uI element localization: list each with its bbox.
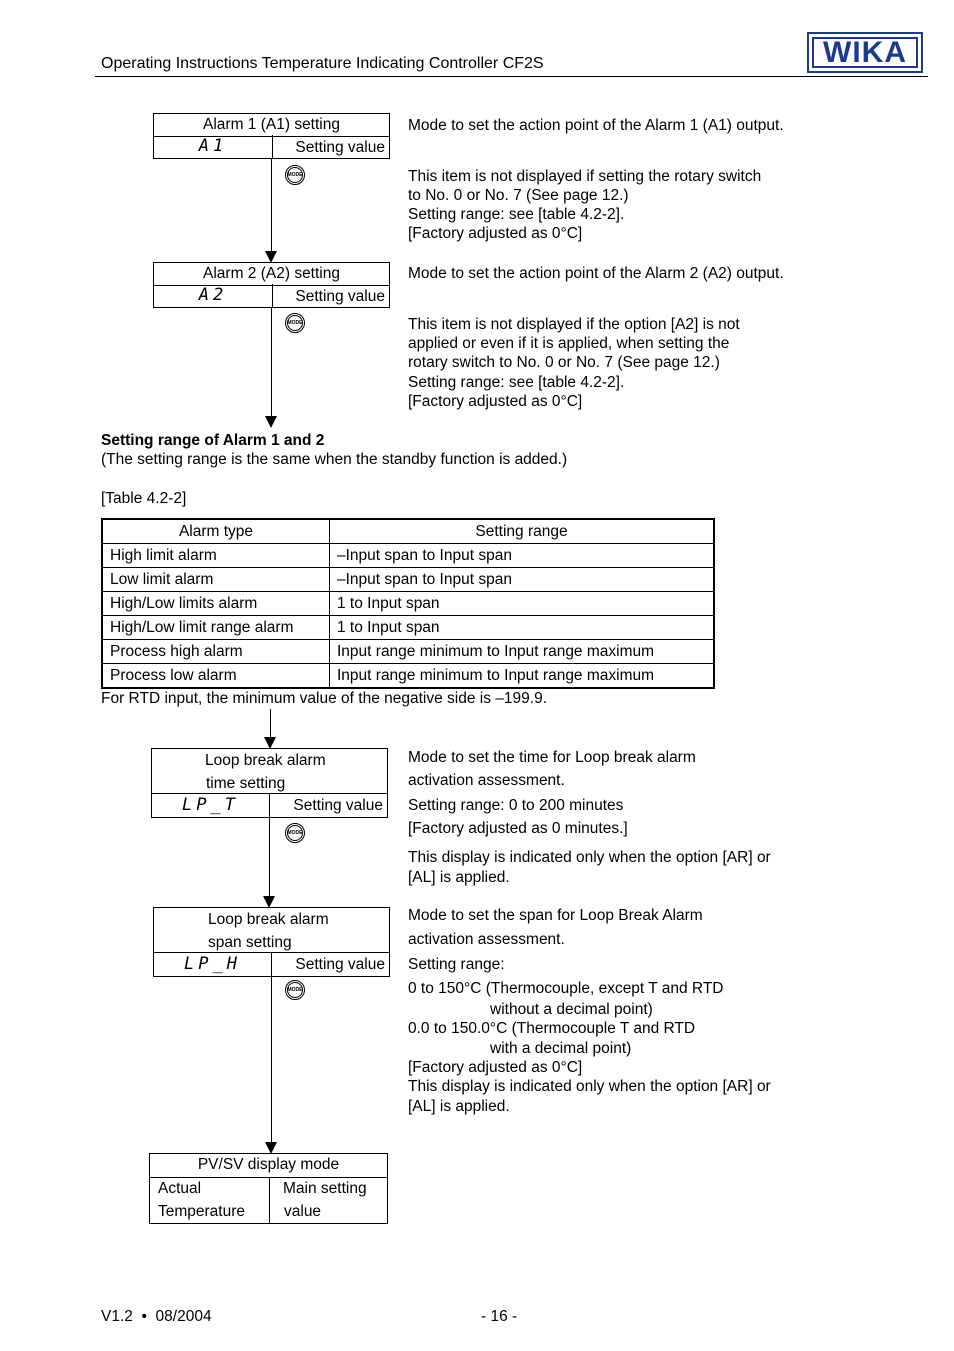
a1-description-line: Mode to set the action point of the Alarm 1 (A1) output.	[408, 117, 784, 134]
flow-line	[271, 308, 272, 418]
lph-description-line: [AL] is applied.	[408, 1098, 510, 1115]
loop-break-time-title-line1: Loop break alarm	[205, 752, 326, 769]
lpt-description-line: activation assessment.	[408, 772, 565, 789]
a2-description-line: This item is not displayed if the option [A2] is not	[408, 316, 740, 333]
mode-button-icon: MODE	[285, 313, 305, 333]
flow-arrow	[265, 416, 277, 428]
lph-description-line: This display is indicated only when the option [AR] or	[408, 1078, 771, 1095]
loop-break-time-title-line2: time setting	[206, 775, 286, 792]
table-cell: –Input span to Input span	[330, 544, 715, 568]
pvsv-left-cell	[150, 1177, 270, 1223]
a2-box-title: Alarm 2 (A2) setting	[154, 263, 389, 286]
lpt-description-line: [Factory adjusted as 0 minutes.]	[408, 820, 628, 837]
a2-description-line: [Factory adjusted as 0°C]	[408, 393, 583, 410]
wika-logo	[807, 32, 923, 73]
mode-button-icon: MODE	[285, 165, 305, 185]
lph-description-line: Setting range:	[408, 956, 505, 973]
lpt-description-line: [AL] is applied.	[408, 869, 510, 886]
a1-setting-box	[153, 113, 390, 159]
table-cell: High/Low limits alarm	[102, 592, 330, 616]
table-row	[102, 616, 714, 640]
loop-break-span-title	[154, 908, 389, 953]
table-cell: 1 to Input span	[330, 616, 715, 640]
a1-description-line: Setting range: see [table 4.2-2].	[408, 206, 625, 223]
lpt-setting-value-label: Setting value	[293, 797, 383, 814]
a2-description-line: rotary switch to No. 0 or No. 7 (See page 12.)	[408, 354, 720, 371]
table-cell: –Input span to Input span	[330, 568, 715, 592]
lph-description-line: without a decimal point)	[490, 1001, 653, 1018]
logo-text: WIKA	[823, 35, 907, 69]
pvsv-left-line1: Actual	[158, 1180, 202, 1197]
table-footnote: For RTD input, the minimum value of the negative side is –199.9.	[101, 690, 547, 707]
lpt-description-line: This display is indicated only when the option [AR] or	[408, 849, 771, 866]
flow-line	[269, 818, 270, 900]
pvsv-right-line2: value	[284, 1203, 322, 1220]
alarm-range-table	[101, 518, 715, 689]
pvsv-left-line2: Temperature	[158, 1203, 246, 1220]
header-rule	[95, 76, 928, 77]
table-cell: High/Low limit range alarm	[102, 616, 330, 640]
range-section-note: (The setting range is the same when the standby function is added.)	[101, 451, 568, 468]
footer-page-number: - 16 -	[481, 1308, 518, 1325]
pvsv-display-mode-box	[149, 1153, 388, 1224]
lph-description-line: with a decimal point)	[490, 1040, 632, 1057]
pvsv-right-cell	[269, 1177, 387, 1223]
table-row	[102, 664, 714, 689]
lpt-description-line: Mode to set the time for Loop break alarm	[408, 749, 696, 766]
table-cell: Input range minimum to Input range maximum	[330, 664, 715, 689]
table-row	[102, 544, 714, 568]
table-header-row	[102, 519, 714, 544]
a1-description-line: This item is not displayed if setting the rotary switch	[408, 168, 762, 185]
lph-description-line: Mode to set the span for Loop Break Alarm	[408, 907, 703, 924]
table-cell: Low limit alarm	[102, 568, 330, 592]
lph-display-code: LP_H	[154, 952, 272, 976]
a1-display-code: A1	[154, 135, 273, 158]
lph-description-line: [Factory adjusted as 0°C]	[408, 1059, 583, 1076]
pvsv-right-line1: Main setting	[283, 1180, 367, 1197]
table-cell: Process high alarm	[102, 640, 330, 664]
loop-break-span-box	[153, 907, 390, 977]
table-header-cell: Setting range	[330, 519, 715, 544]
a1-setting-value-label: Setting value	[295, 139, 385, 156]
flow-line	[271, 159, 272, 253]
a2-description-line: Mode to set the action point of the Alarm 2 (A2) output.	[408, 265, 784, 282]
a1-description-line: to No. 0 or No. 7 (See page 12.)	[408, 187, 629, 204]
pvsv-box-title: PV/SV display mode	[150, 1154, 387, 1178]
loop-break-time-box	[151, 748, 388, 818]
table-row	[102, 592, 714, 616]
table-cell: High limit alarm	[102, 544, 330, 568]
a2-display-code: A2	[154, 284, 273, 307]
a2-description-line: applied or even if it is applied, when setting the	[408, 335, 730, 352]
mode-button-icon: MODE	[285, 980, 305, 1000]
a2-setting-box	[153, 262, 390, 308]
table-header-cell: Alarm type	[102, 519, 330, 544]
table-cell: Process low alarm	[102, 664, 330, 689]
loop-break-span-title-line2: span setting	[208, 934, 292, 951]
footer-version: V1.2 • 08/2004	[101, 1308, 212, 1325]
table-row	[102, 568, 714, 592]
a1-description-line: [Factory adjusted as 0°C]	[408, 225, 583, 242]
table-cell: 1 to Input span	[330, 592, 715, 616]
table-cell: Input range minimum to Input range maximum	[330, 640, 715, 664]
lph-description-line: 0.0 to 150.0°C (Thermocouple T and RTD	[408, 1020, 696, 1037]
loop-break-span-title-line1: Loop break alarm	[208, 911, 329, 928]
flow-line	[271, 977, 272, 1145]
table-row	[102, 640, 714, 664]
lph-setting-value-label: Setting value	[295, 956, 385, 973]
range-section-heading: Setting range of Alarm 1 and 2	[101, 432, 325, 449]
lpt-description-line: Setting range: 0 to 200 minutes	[408, 797, 624, 814]
lph-description-line: 0 to 150°C (Thermocouple, except T and RTD	[408, 980, 724, 997]
lpt-display-code: LP_T	[152, 793, 270, 817]
document-header-title: Operating Instructions Temperature Indicating Controller CF2S	[101, 55, 544, 72]
a2-description-line: Setting range: see [table 4.2-2].	[408, 374, 625, 391]
a1-box-title: Alarm 1 (A1) setting	[154, 114, 389, 137]
table-label: [Table 4.2-2]	[101, 490, 187, 507]
lph-description-line: activation assessment.	[408, 931, 565, 948]
loop-break-time-title	[152, 749, 387, 794]
a2-setting-value-label: Setting value	[295, 288, 385, 305]
mode-button-icon: MODE	[285, 823, 305, 843]
